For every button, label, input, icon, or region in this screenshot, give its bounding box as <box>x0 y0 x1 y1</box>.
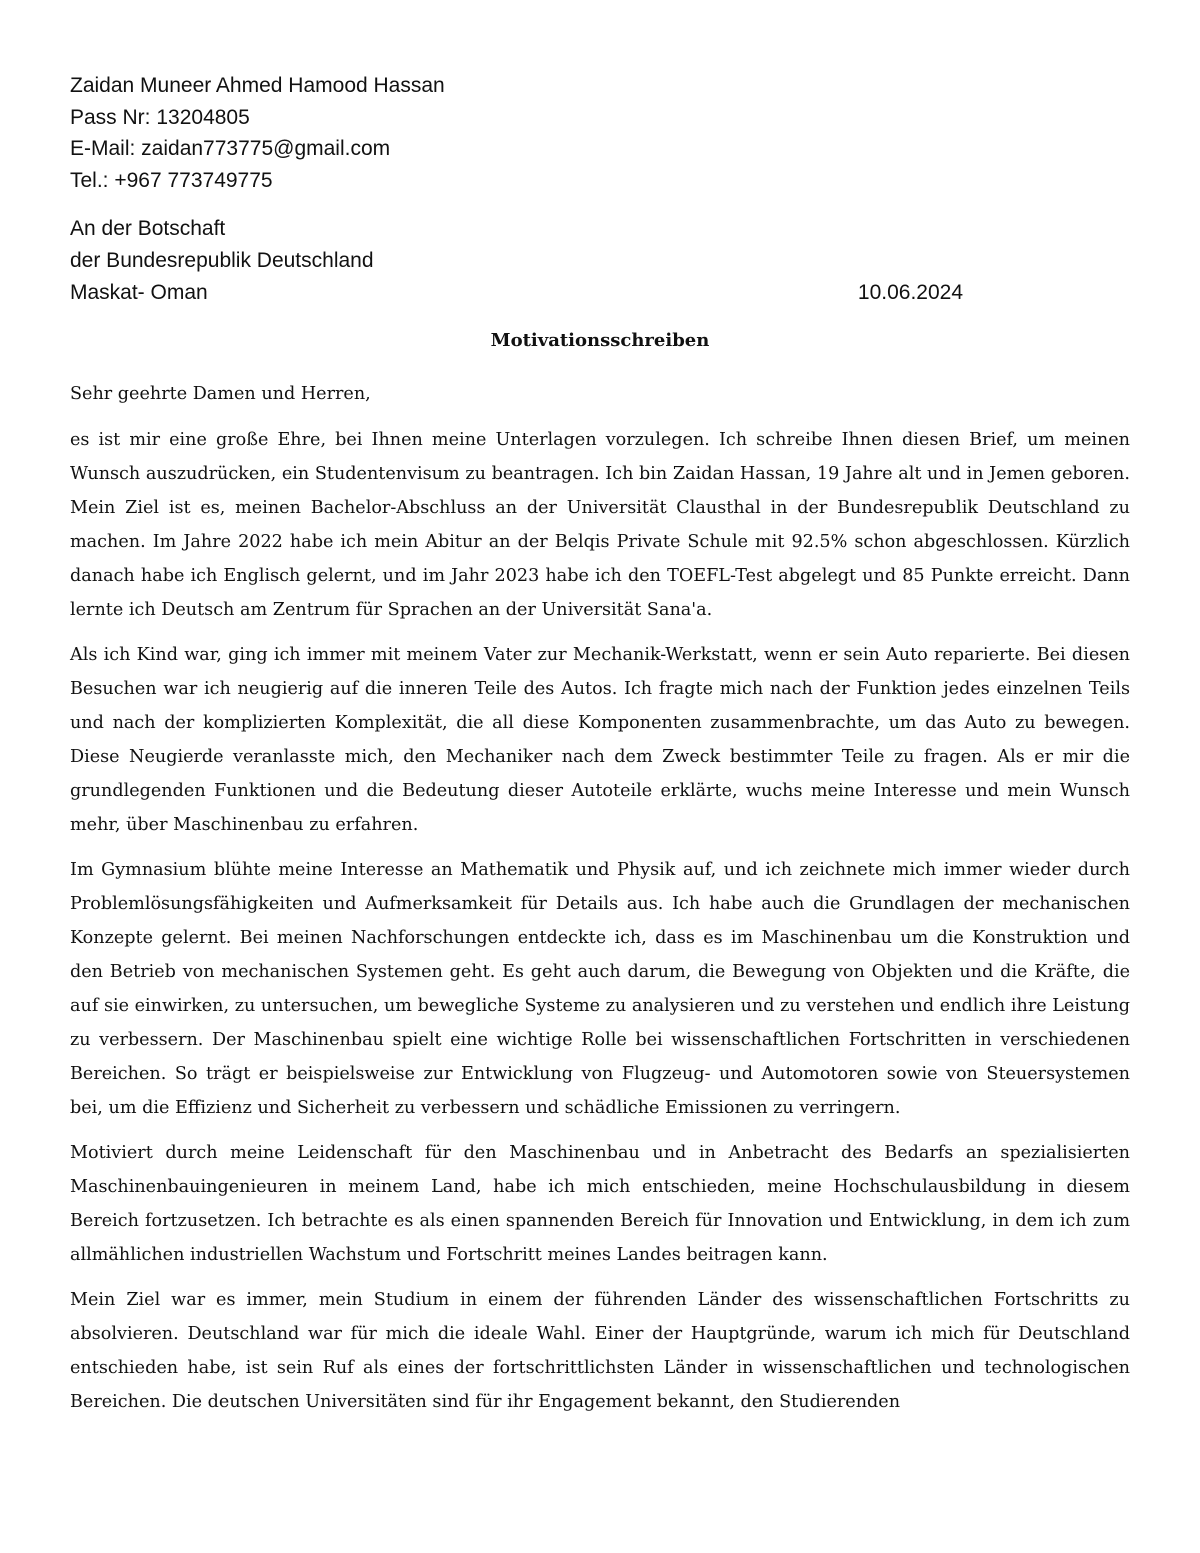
sender-block <box>70 70 445 196</box>
letter-title: Motivationsschreiben <box>490 330 710 351</box>
paragraph-1: es ist mir eine große Ehre, bei Ihnen meine Unterlagen vorzulegen. Ich schreibe Ihnen diesen Brief, um meinen Wunsch auszudrücken, ein Studentenvisum zu beantragen. Ich bin Zaidan Hassan, 19 Jahre alt und in Jemen geboren. Mein Ziel ist es, meinen Bachelor-Abschluss an der Universität Clausthal in der Bundesrepublik Deutschland zu machen. Im Jahre 2022 habe ich mein Abitur an der Belqis Private Schule mit 92.5% schon abgeschlossen. Kürzlich danach habe ich Englisch gelernt, und im Jahr 2023 habe ich den TOEFL-Test abgelegt und 85 Punkte erreicht. Dann lernte ich Deutsch am Zentrum für Sprachen an der Universität Sana'a. <box>70 430 1130 620</box>
recipient-line-1: An der Botschaft <box>70 217 226 240</box>
recipient-line-3-row <box>70 277 970 309</box>
recipient-line-3: Maskat- Oman <box>70 281 208 304</box>
letter-date: 10.06.2024 <box>857 281 963 304</box>
paragraph-5: Mein Ziel war es immer, mein Studium in einem der führenden Länder des wissenschaftlichen Fortschritts zu absolvieren. Deutschland war für mich die ideale Wahl. Einer der Hauptgründe, warum ich mich für Deutschland entschieden habe, ist sein Ruf als eines der fortschrittlichsten Länder in wissenschaftlichen und technologischen Bereichen. Die deutschen Universitäten sind für ihr Engagement bekannt, den Studierenden <box>70 1290 1130 1412</box>
paragraph-2: Als ich Kind war, ging ich immer mit meinem Vater zur Mechanik-Werkstatt, wenn er sein Auto reparierte. Bei diesen Besuchen war ich neugierig auf die inneren Teile des Autos. Ich fragte mich nach der Funktion jedes einzelnen Teils und nach der komplizierten Komplexität, die all diese Komponenten zusammenbrachte, um das Auto zu bewegen. Diese Neugierde veranlasste mich, den Mechaniker nach dem Zweck bestimmter Teile zu fragen. Als er mir die grundlegenden Funktionen und die Bedeutung dieser Autoteile erklärte, wuchs meine Interesse und mein Wunsch mehr, über Maschinenbau zu erfahren. <box>70 645 1130 835</box>
salutation: Sehr geehrte Damen und Herren, <box>70 384 371 404</box>
sender-email: E-Mail: zaidan773775@gmail.com <box>70 137 391 160</box>
paragraph-4: Motiviert durch meine Leidenschaft für den Maschinenbau und in Anbetracht des Bedarfs an spezialisierten Maschinenbauingenieuren in meinem Land, habe ich mich entschieden, meine Hochschulausbildung in diesem Bereich fortzusetzen. Ich betrachte es als einen spannenden Bereich für Innovation und Entwicklung, in dem ich zum allmählichen industriellen Wachstum und Fortschritt meines Landes beitragen kann. <box>70 1143 1130 1265</box>
paragraph-3: Im Gymnasium blühte meine Interesse an Mathematik und Physik auf, und ich zeichnete mich immer wieder durch Problemlösungsfähigkeiten und Aufmerksamkeit für Details aus. Ich habe auch die Grundlagen der mechanischen Konzepte gelernt. Bei meinen Nachforschungen entdeckte ich, dass es im Maschinenbau um die Konstruktion und den Betrieb von mechanischen Systemen geht. Es geht auch darum, die Bewegung von Objekten und die Kräfte, die auf sie einwirken, zu untersuchen, um bewegliche Systeme zu analysieren und zu verstehen und endlich ihre Leistung zu verbessern. Der Maschinenbau spielt eine wichtige Rolle bei wissenschaftlichen Fortschritten in verschiedenen Bereichen. So trägt er beispielsweise zur Entwicklung von Flugzeug- und Automotoren sowie von Steuersystemen bei, um die Effizienz und Sicherheit zu verbessern und schädliche Emissionen zu verringern. <box>70 860 1130 1118</box>
letter-body <box>70 377 1130 1430</box>
sender-name: Zaidan Muneer Ahmed Hamood Hassan <box>70 74 445 97</box>
sender-phone: Tel.: +967 773749775 <box>70 168 273 192</box>
sender-passport: Pass Nr: 13204805 <box>70 105 250 129</box>
recipient-block <box>70 213 970 309</box>
recipient-line-2: der Bundesrepublik Deutschland <box>70 249 374 272</box>
